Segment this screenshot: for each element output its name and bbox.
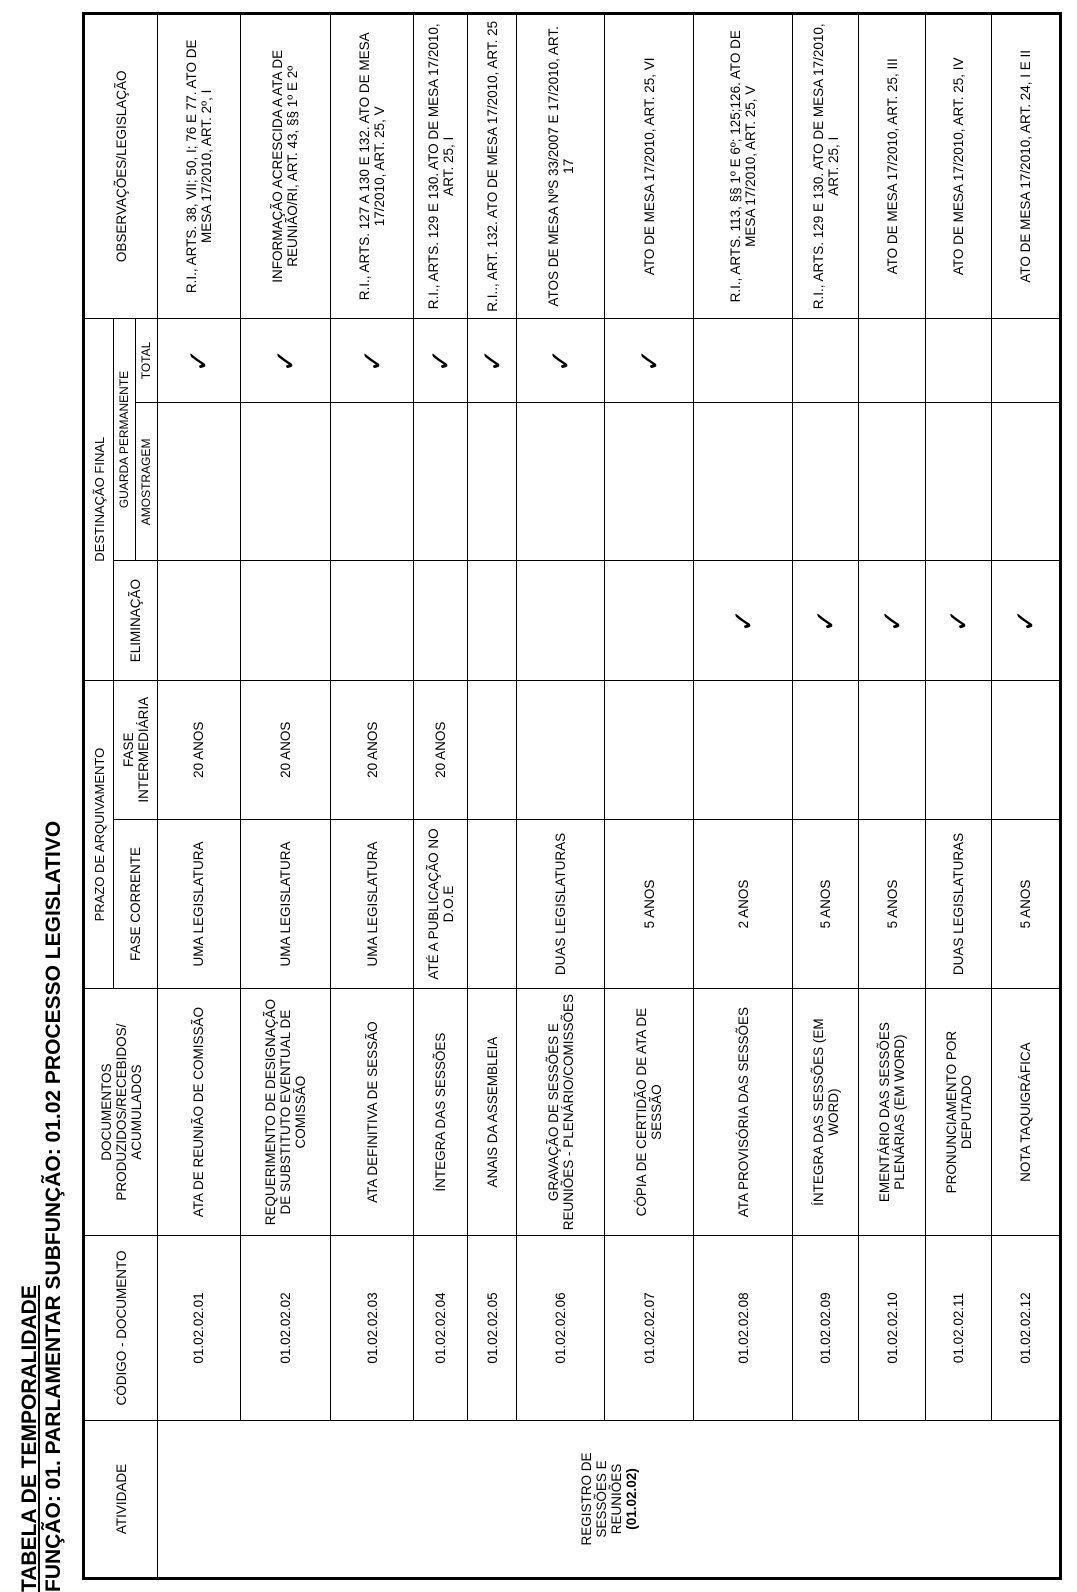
document-name: ÍNTEGRA DAS SESSÕES (EM WORD) [792, 989, 859, 1236]
observacoes-text: ATO DE MESA 17/2010, ART. 25, VI [605, 14, 694, 319]
amostragem-mark [859, 403, 926, 561]
header-destinacao: DESTINAÇÃO FINAL [84, 318, 114, 680]
observacoes-text: R.I., ARTS. 38, VII; 50, I; 76 E 77. ATO DE MESA 17/2010, ART. 2º, I [158, 14, 241, 319]
document-name: ATA PROVISÓRIA DAS SESSÕES [694, 989, 793, 1236]
header-codigo: CÓDIGO - DOCUMENTO [84, 1235, 158, 1420]
eliminacao-mark: ✓ [925, 561, 992, 680]
eliminacao-mark [468, 561, 516, 680]
table-row [158, 14, 241, 1579]
header-atividade: ATIVIDADE [84, 1420, 158, 1578]
eliminacao-mark: ✓ [694, 561, 793, 680]
fase-corrente-value: 2 ANOS [694, 819, 793, 989]
fase-intermediaria-value [516, 680, 605, 819]
observacoes-text: R.I., ARTS. 127 A 130 E 132. ATO DE MESA 17/2010, ART. 25, V [331, 14, 414, 319]
header-documentos: DOCUMENTOS PRODUZIDOS/RECEBIDOS/ ACUMULADOS [84, 989, 158, 1236]
fase-corrente-value: UMA LEGISLATURA [158, 819, 241, 989]
table-row [792, 14, 859, 1579]
fase-intermediaria-value [859, 680, 926, 819]
fase-intermediaria-value: 20 ANOS [240, 680, 331, 819]
table-row [992, 14, 1061, 1579]
table-row [240, 14, 331, 1579]
observacoes-text: R.I., ARTS. 129 E 130. ATO DE MESA 17/2010, ART. 25, I [413, 14, 467, 319]
table-row [925, 14, 992, 1579]
header-fase-intermediaria: FASE INTERMEDIÁRIA [114, 680, 158, 819]
total-mark: ✓ [605, 318, 694, 403]
eliminacao-mark: ✓ [792, 561, 859, 680]
table-row [516, 14, 605, 1579]
fase-corrente-value [468, 819, 516, 989]
eliminacao-mark [240, 561, 331, 680]
table-row [413, 14, 467, 1579]
document-code: 01.02.02.04 [413, 1235, 467, 1420]
fase-corrente-value: 5 ANOS [605, 819, 694, 989]
fase-corrente-value: DUAS LEGISLATURAS [925, 819, 992, 989]
amostragem-mark [331, 403, 414, 561]
document-code: 01.02.02.03 [331, 1235, 414, 1420]
amostragem-mark [516, 403, 605, 561]
document-name: REQUERIMENTO DE DESIGNAÇÃO DE SUBSTITUTO EVENTUAL DE COMISSÃO [240, 989, 331, 1236]
amostragem-mark [992, 403, 1061, 561]
atividade-cell [158, 1420, 1061, 1578]
fase-intermediaria-value [468, 680, 516, 819]
amostragem-mark [925, 403, 992, 561]
document-name: NOTA TAQUIGRÁFICA [992, 989, 1061, 1236]
observacoes-text: INFORMAÇÃO ACRESCIDA A ATA DE REUNIÃO/RI, ART. 43, §§ 1º E 2º [240, 14, 331, 319]
document-code: 01.02.02.05 [468, 1235, 516, 1420]
observacoes-text: ATO DE MESA 17/2010, ART. 25, IV [925, 14, 992, 319]
table-row [859, 14, 926, 1579]
fase-corrente-value: 5 ANOS [859, 819, 926, 989]
observacoes-text: ATO DE MESA 17/2010, ART. 24, I E II [992, 14, 1061, 319]
total-mark [694, 318, 793, 403]
total-mark [992, 318, 1061, 403]
amostragem-mark [792, 403, 859, 561]
document-code: 01.02.02.07 [605, 1235, 694, 1420]
document-name: ÍNTEGRA DAS SESSÕES [413, 989, 467, 1236]
eliminacao-mark [413, 561, 467, 680]
fase-intermediaria-value [925, 680, 992, 819]
fase-intermediaria-value [992, 680, 1061, 819]
header-eliminacao: ELIMINAÇÃO [114, 561, 158, 680]
eliminacao-mark [331, 561, 414, 680]
header-observacoes: OBSERVAÇÕES/LEGISLAÇÃO [84, 14, 158, 319]
total-mark [859, 318, 926, 403]
document-name: GRAVAÇÃO DE SESSÕES E REUNIÕES - PLENÁRIO/COMISSÕES [516, 989, 605, 1236]
fase-corrente-value: ATÉ A PUBLICAÇÃO NO D.O.E [413, 819, 467, 989]
amostragem-mark [468, 403, 516, 561]
fase-corrente-value: 5 ANOS [992, 819, 1061, 989]
document-code: 01.02.02.01 [158, 1235, 241, 1420]
eliminacao-mark: ✓ [859, 561, 926, 680]
observacoes-text: ATO DE MESA 17/2010, ART. 25, III [859, 14, 926, 319]
observacoes-text: ATOS DE MESA NºS 33/2007 E 17/2010, ART. 17 [516, 14, 605, 319]
document-subtitle: FUNÇÃO: 01. PARLAMENTAR SUBFUNÇÃO: 01.02 PROCESSO LEGISLATIVO [42, 820, 65, 1592]
document-code: 01.02.02.09 [792, 1235, 859, 1420]
table-row [468, 14, 516, 1579]
table-row [605, 14, 694, 1579]
document-name: ATA DEFINITIVA DE SESSÃO [331, 989, 414, 1236]
temporality-table [82, 12, 1062, 1580]
amostragem-mark [413, 403, 467, 561]
document-name: ATA DE REUNIÃO DE COMISSÃO [158, 989, 241, 1236]
header-prazo: PRAZO DE ARQUIVAMENTO [84, 680, 114, 988]
document-code: 01.02.02.12 [992, 1235, 1061, 1420]
table-row [331, 14, 414, 1579]
fase-intermediaria-value: 20 ANOS [413, 680, 467, 819]
document-name: PRONUNCIAMENTO POR DEPUTADO [925, 989, 992, 1236]
total-mark: ✓ [516, 318, 605, 403]
header-amostragem: AMOSTRAGEM [136, 403, 158, 561]
document-name: EMENTÁRIO DAS SESSÕES PLENÁRIAS (EM WORD) [859, 989, 926, 1236]
observacoes-text: R.I., ARTS. 113, §§ 1º E 6º; 125;126. ATO DE MESA 17/2010, ART. 25, V [694, 14, 793, 319]
document-code: 01.02.02.02 [240, 1235, 331, 1420]
total-mark: ✓ [240, 318, 331, 403]
fase-intermediaria-value: 20 ANOS [158, 680, 241, 819]
document-code: 01.02.02.11 [925, 1235, 992, 1420]
table-row [694, 14, 793, 1579]
total-mark: ✓ [468, 318, 516, 403]
fase-corrente-value: UMA LEGISLATURA [240, 819, 331, 989]
amostragem-mark [605, 403, 694, 561]
total-mark: ✓ [413, 318, 467, 403]
header-fase-corrente: FASE CORRENTE [114, 819, 158, 989]
observacoes-text: R.I., ARTS. 129 E 130. ATO DE MESA 17/2010, ART. 25, I [792, 14, 859, 319]
amostragem-mark [240, 403, 331, 561]
fase-intermediaria-value [694, 680, 793, 819]
document-code: 01.02.02.10 [859, 1235, 926, 1420]
eliminacao-mark: ✓ [992, 561, 1061, 680]
total-mark: ✓ [331, 318, 414, 403]
fase-intermediaria-value [605, 680, 694, 819]
fase-corrente-value: DUAS LEGISLATURAS [516, 819, 605, 989]
header-total: TOTAL [136, 318, 158, 403]
fase-intermediaria-value [792, 680, 859, 819]
header-guarda-permanente: GUARDA PERMANENTE [114, 318, 136, 561]
observacoes-text: R.I.., ART. 132. ATO DE MESA 17/2010, ART. 25 [468, 14, 516, 319]
document-name: ANAIS DA ASSEMBLEIA [468, 989, 516, 1236]
table-body [158, 14, 1061, 1579]
document-title: TABELA DE TEMPORALIDADE [18, 1285, 41, 1592]
amostragem-mark [158, 403, 241, 561]
fase-intermediaria-value: 20 ANOS [331, 680, 414, 819]
eliminacao-mark [158, 561, 241, 680]
fase-corrente-value: UMA LEGISLATURA [331, 819, 414, 989]
document-name: CÓPIA DE CERTIDÃO DE ATA DE SESSÃO [605, 989, 694, 1236]
total-mark: ✓ [158, 318, 241, 403]
eliminacao-mark [516, 561, 605, 680]
eliminacao-mark [605, 561, 694, 680]
total-mark [925, 318, 992, 403]
document-code: 01.02.02.08 [694, 1235, 793, 1420]
total-mark [792, 318, 859, 403]
document-code: 01.02.02.06 [516, 1235, 605, 1420]
amostragem-mark [694, 403, 793, 561]
atividade-code: (01.02.02) [623, 1468, 639, 1530]
fase-corrente-value: 5 ANOS [792, 819, 859, 989]
atividade-label: REGISTRO DE SESSÕES E REUNIÕES [578, 1452, 624, 1546]
